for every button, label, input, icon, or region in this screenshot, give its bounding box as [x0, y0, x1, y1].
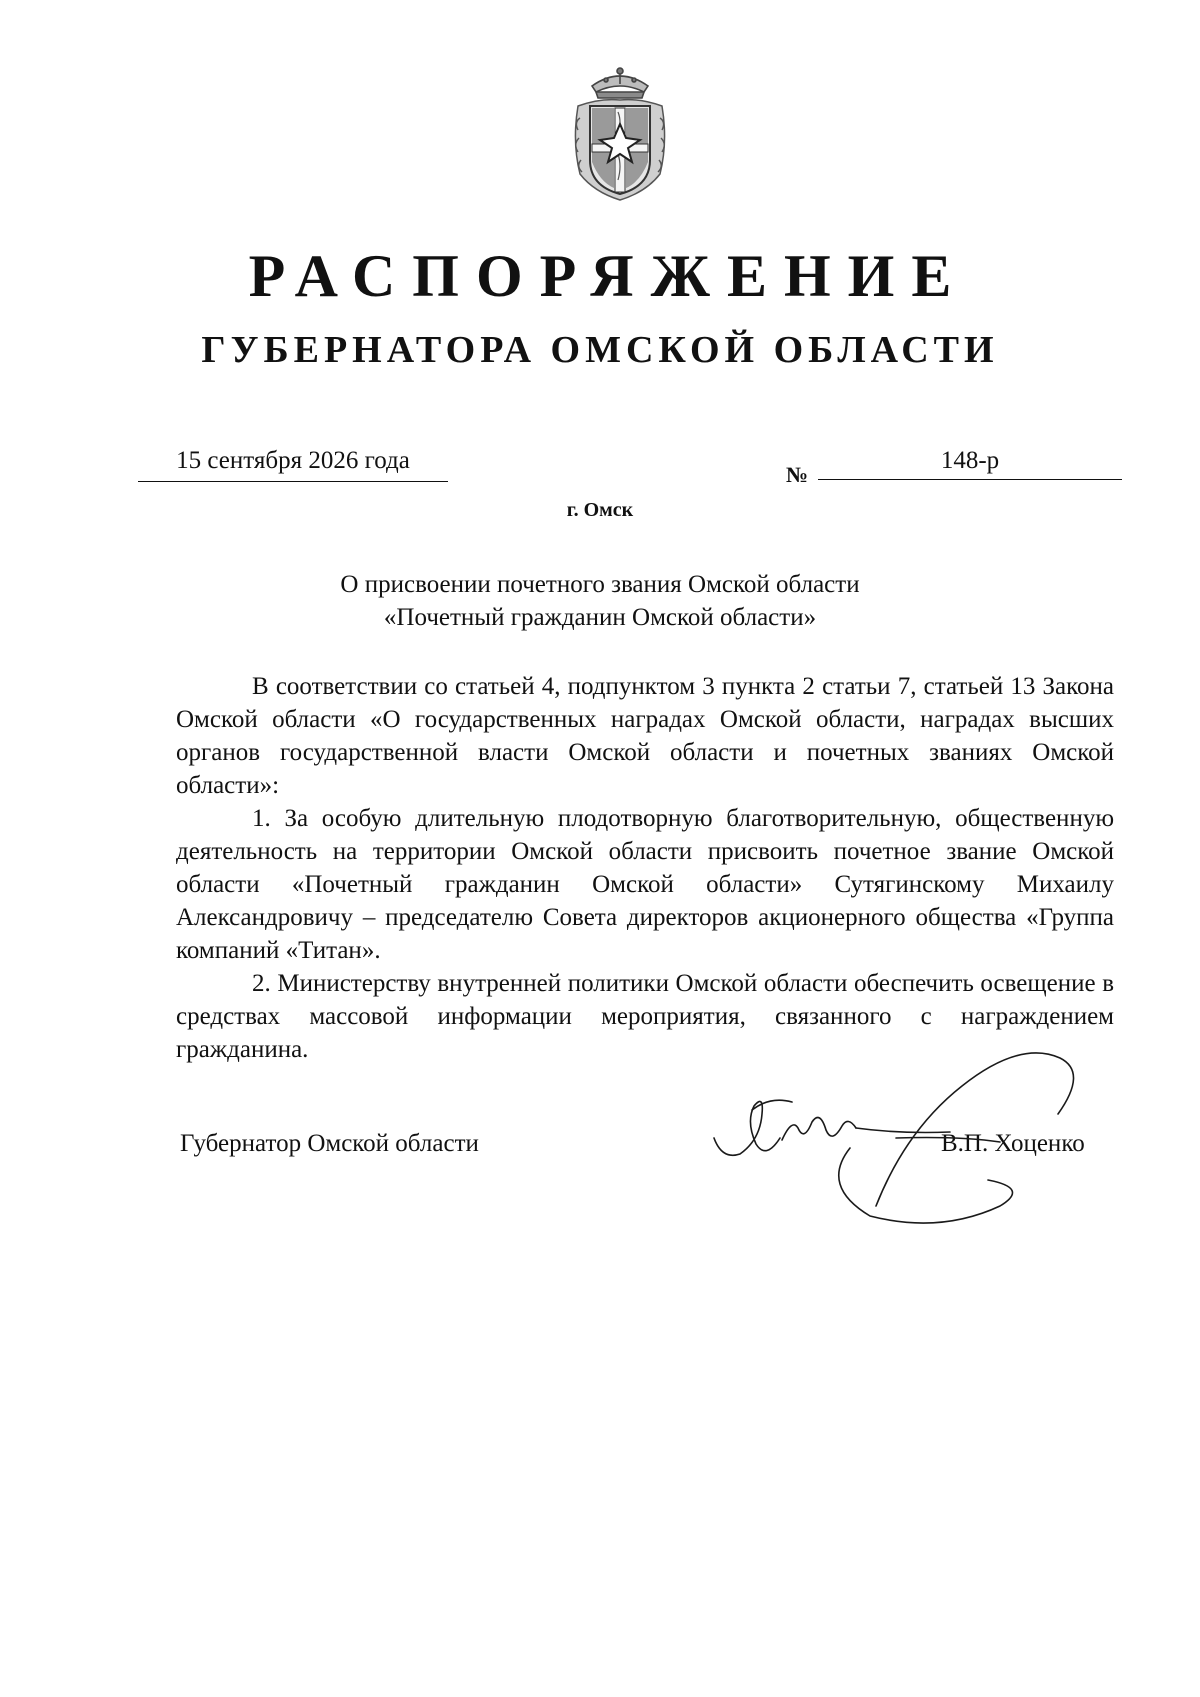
number-sign: №	[786, 462, 809, 487]
document-city: г. Омск	[566, 499, 634, 521]
coat-of-arms-icon	[570, 62, 670, 204]
date-underline	[138, 481, 448, 482]
subject-line-1: О присвоении почетного звания Омской области	[340, 571, 860, 598]
handwritten-signature	[700, 1010, 1160, 1230]
document-date: 15 сентября 2026 года	[176, 447, 410, 474]
document-number: 148-р	[940, 447, 1000, 474]
document-body	[176, 670, 1114, 1066]
document-subtitle: ГУБЕРНАТОРА ОМСКОЙ ОБЛАСТИ	[201, 329, 999, 371]
document-subject	[0, 568, 1200, 634]
subject-line-2: «Почетный гражданин Омской области»	[383, 604, 817, 631]
body-paragraph-preamble: В соответствии со статьей 4, подпунктом 3 пункта 2 статьи 7, статьей 13 Закона Омской области «О государственных наградах Омской области, наградах высших органов государственной власти Омской области и почетных званиях Омской области»:	[176, 673, 1114, 799]
document-title: РАСПОРЯЖЕНИЕ	[248, 243, 969, 309]
body-paragraph-item-2: 2. Министерству внутренней политики Омской области обеспечить освещение в средствах массовой информации мероприятия, связанного с награждением гражданина.	[176, 970, 1114, 1063]
body-paragraph-item-1: 1. За особую длительную плодотворную благотворительную, общественную деятельность на территории Омской области присвоить почетное звание Омской области «Почетный гражданин Омской области» Сутягинскому Михаилу Александровичу – председателю Совета директоров акционерного общества «Группа компаний «Титан».	[176, 805, 1114, 964]
signatory-name: В.П. Хоценко	[941, 1130, 1085, 1157]
signatory-position: Губернатор Омской области	[180, 1130, 479, 1157]
number-underline	[818, 479, 1122, 480]
